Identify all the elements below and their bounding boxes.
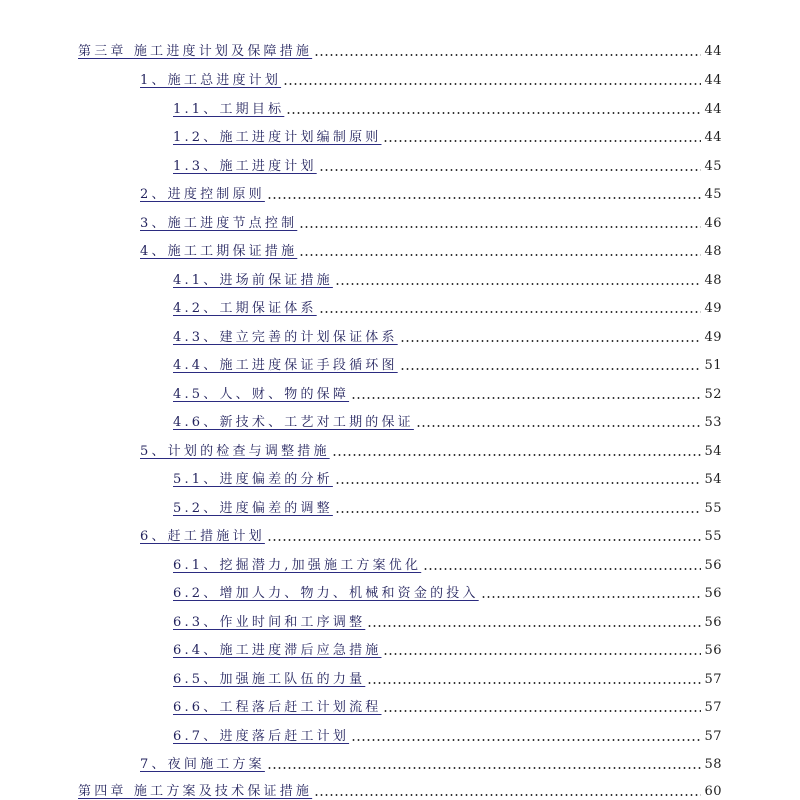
toc-page-number: 60 bbox=[704, 784, 722, 799]
toc-page-number: 48 bbox=[704, 273, 722, 288]
toc-section-4-3[interactable] bbox=[173, 324, 722, 346]
toc-section-6-7[interactable] bbox=[173, 723, 722, 745]
dot-leader bbox=[335, 482, 702, 484]
toc-entry-title[interactable]: 6.3、作业时间和工序调整 bbox=[173, 615, 366, 630]
toc-page-number: 52 bbox=[704, 387, 722, 402]
toc-page-number: 44 bbox=[704, 102, 722, 117]
dot-leader bbox=[400, 368, 702, 370]
toc-section-5[interactable] bbox=[140, 438, 722, 460]
toc-entry-title[interactable]: 1.1、工期目标 bbox=[173, 102, 285, 117]
dot-leader bbox=[319, 169, 702, 171]
toc-page-number: 56 bbox=[704, 643, 722, 658]
dot-leader bbox=[335, 283, 702, 285]
toc-section-5-2[interactable] bbox=[173, 495, 722, 517]
toc-page-number: 46 bbox=[704, 216, 722, 231]
toc-page-number: 55 bbox=[704, 501, 722, 516]
toc-page-number: 57 bbox=[704, 672, 722, 687]
toc-section-6-5[interactable] bbox=[173, 666, 722, 688]
dot-leader bbox=[400, 340, 702, 342]
dot-leader bbox=[319, 311, 702, 313]
toc-section-6[interactable] bbox=[140, 523, 722, 545]
dot-leader bbox=[335, 511, 702, 513]
toc-section-6-2[interactable] bbox=[173, 580, 722, 602]
toc-entry-title[interactable]: 4.2、工期保证体系 bbox=[173, 301, 317, 316]
toc-entry-title[interactable]: 1.3、施工进度计划 bbox=[173, 159, 317, 174]
toc-section-6-4[interactable] bbox=[173, 637, 722, 659]
toc-entry-title[interactable]: 5.1、进度偏差的分析 bbox=[173, 472, 333, 487]
toc-page-number: 49 bbox=[704, 330, 722, 345]
toc-entry-title[interactable]: 6.2、增加人力、物力、机械和资金的投入 bbox=[173, 586, 479, 601]
toc-section-5-1[interactable] bbox=[173, 466, 722, 488]
toc-page-number: 53 bbox=[704, 415, 722, 430]
dot-leader bbox=[423, 568, 701, 570]
toc-entry-title[interactable]: 7、夜间施工方案 bbox=[140, 757, 265, 772]
dot-leader bbox=[383, 710, 701, 712]
toc-page-number: 56 bbox=[704, 615, 722, 630]
toc-entry-title[interactable]: 4.5、人、财、物的保障 bbox=[173, 387, 350, 402]
toc-page-number: 45 bbox=[704, 187, 722, 202]
toc-page-number: 54 bbox=[704, 444, 722, 459]
toc-entry-title[interactable]: 5.2、进度偏差的调整 bbox=[173, 501, 333, 516]
dot-leader bbox=[286, 112, 701, 114]
toc-section-6-6[interactable] bbox=[173, 694, 722, 716]
toc-page-number: 56 bbox=[704, 586, 722, 601]
toc-entry-title[interactable]: 3、施工进度节点控制 bbox=[140, 216, 298, 231]
toc-entry-title[interactable]: 2、进度控制原则 bbox=[140, 187, 265, 202]
toc-page-number: 57 bbox=[704, 700, 722, 715]
toc-page-number: 57 bbox=[704, 729, 722, 744]
toc-page-number: 44 bbox=[704, 73, 722, 88]
toc-section-4-2[interactable] bbox=[173, 295, 722, 317]
toc-section-1-3[interactable] bbox=[173, 153, 722, 175]
toc-entry-title[interactable]: 6.1、挖掘潜力,加强施工方案优化 bbox=[173, 558, 422, 573]
toc-section-4-4[interactable] bbox=[173, 352, 722, 374]
dot-leader bbox=[351, 397, 701, 399]
toc-page-number: 51 bbox=[704, 358, 722, 373]
toc-section-4-6[interactable] bbox=[173, 409, 722, 431]
toc-page-number: 49 bbox=[704, 301, 722, 316]
dot-leader bbox=[314, 794, 701, 796]
toc-chapter-3[interactable] bbox=[78, 38, 722, 60]
dot-leader bbox=[299, 254, 701, 256]
toc-entry-title[interactable]: 6、赶工措施计划 bbox=[140, 529, 265, 544]
toc-section-2[interactable] bbox=[140, 181, 722, 203]
dot-leader bbox=[267, 197, 702, 199]
toc-chapter-4[interactable] bbox=[78, 778, 722, 800]
toc-page-number: 45 bbox=[704, 159, 722, 174]
dot-leader bbox=[267, 539, 702, 541]
toc-section-3[interactable] bbox=[140, 210, 722, 232]
toc-entry-title[interactable]: 6.6、工程落后赶工计划流程 bbox=[173, 700, 382, 715]
toc-entry-title[interactable]: 第三章 施工进度计划及保障措施 bbox=[78, 44, 313, 59]
toc-entry-title[interactable]: 4、施工工期保证措施 bbox=[140, 244, 298, 259]
toc-section-1-1[interactable] bbox=[173, 96, 722, 118]
toc-entry-title[interactable]: 6.4、施工进度滞后应急措施 bbox=[173, 643, 382, 658]
toc-page-number: 44 bbox=[704, 130, 722, 145]
toc-entry-title[interactable]: 第四章 施工方案及技术保证措施 bbox=[78, 784, 313, 799]
dot-leader bbox=[481, 596, 702, 598]
toc-page-number: 48 bbox=[704, 244, 722, 259]
dot-leader bbox=[314, 54, 701, 56]
toc-page-number: 54 bbox=[704, 472, 722, 487]
dot-leader bbox=[283, 83, 701, 85]
dot-leader bbox=[383, 140, 701, 142]
toc-entry-title[interactable]: 4.6、新技术、工艺对工期的保证 bbox=[173, 415, 414, 430]
toc-section-6-3[interactable] bbox=[173, 609, 722, 631]
dot-leader bbox=[367, 682, 701, 684]
toc-section-4-5[interactable] bbox=[173, 381, 722, 403]
toc-entry-title[interactable]: 1、施工总进度计划 bbox=[140, 73, 282, 88]
toc-entry-title[interactable]: 4.4、施工进度保证手段循环图 bbox=[173, 358, 398, 373]
toc-entry-title[interactable]: 6.7、进度落后赶工计划 bbox=[173, 729, 350, 744]
dot-leader bbox=[299, 226, 701, 228]
toc-page-number: 56 bbox=[704, 558, 722, 573]
dot-leader bbox=[351, 739, 701, 741]
toc-entry-title[interactable]: 4.3、建立完善的计划保证体系 bbox=[173, 330, 398, 345]
toc-section-1[interactable] bbox=[140, 67, 722, 89]
toc-page-number: 44 bbox=[704, 44, 722, 59]
toc-entry-title[interactable]: 1.2、施工进度计划编制原则 bbox=[173, 130, 382, 145]
toc-section-4-1[interactable] bbox=[173, 267, 722, 289]
toc-entry-title[interactable]: 5、计划的检查与调整措施 bbox=[140, 444, 330, 459]
toc-entry-title[interactable]: 4.1、进场前保证措施 bbox=[173, 273, 333, 288]
toc-page-number: 58 bbox=[704, 757, 722, 772]
toc-section-6-1[interactable] bbox=[173, 552, 722, 574]
dot-leader bbox=[416, 425, 702, 427]
dot-leader bbox=[383, 653, 701, 655]
toc-entry-title[interactable]: 6.5、加强施工队伍的力量 bbox=[173, 672, 366, 687]
toc-section-7[interactable] bbox=[140, 751, 722, 773]
dot-leader bbox=[367, 625, 701, 627]
toc-section-4[interactable] bbox=[140, 238, 722, 260]
dot-leader bbox=[332, 454, 702, 456]
toc-section-1-2[interactable] bbox=[173, 124, 722, 146]
dot-leader bbox=[267, 767, 702, 769]
toc-page-number: 55 bbox=[704, 529, 722, 544]
